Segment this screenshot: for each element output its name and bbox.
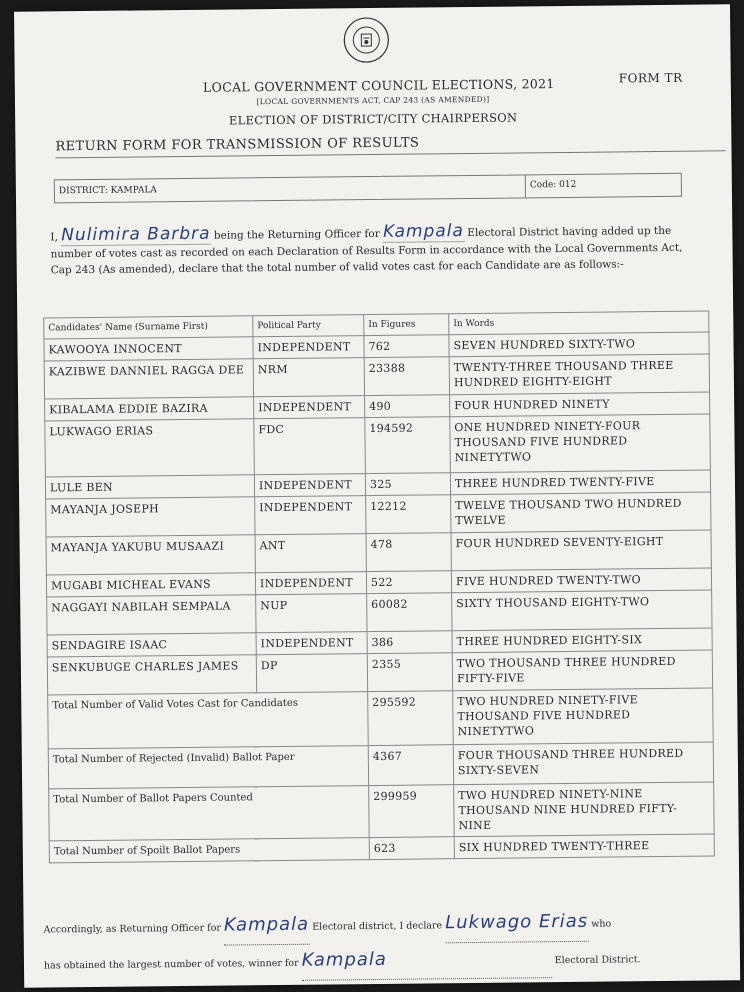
candidate-name: MAYANJA YAKUBU MUSAAZI [46, 535, 255, 575]
act-reference: [LOCAL GOVERNMENTS ACT, CAP 243 (AS AMENDED)] [256, 94, 490, 107]
total-row-valid [48, 688, 714, 749]
votes-figures: 23388 [364, 357, 449, 396]
votes-words: FOUR HUNDRED SEVENTY-EIGHT [451, 530, 711, 571]
total-figures: 623 [369, 837, 454, 860]
votes-figures: 194592 [365, 417, 451, 474]
total-row-rejected [48, 742, 713, 789]
candidate-name: MAYANJA JOSEPH [46, 497, 255, 537]
decl-prefix: I, [50, 231, 58, 244]
col-header-name: Candidates' Name (Surname First) [44, 316, 253, 339]
votes-words: FIVE HUNDRED TWENTY-TWO [451, 568, 711, 593]
closing-text: Accordingly, as Returning Officer for [43, 922, 221, 936]
votes-figures: 12212 [366, 495, 451, 534]
votes-figures: 325 [365, 473, 450, 496]
votes-words: THREE HUNDRED TWENTY-FIVE [450, 470, 710, 495]
votes-words: FOUR HUNDRED NINETY [450, 392, 710, 417]
candidate-name: LULE BEN [45, 475, 254, 499]
votes-words: TWENTY-THREE THOUSAND THREE HUNDRED EIGHTY-EIGHT [449, 354, 709, 395]
candidate-name: MUGABI MICHEAL EVANS [46, 573, 255, 597]
decl-mid: being the Returning Officer for [213, 227, 380, 242]
votes-figures: 490 [365, 395, 450, 418]
closing-text: Electoral District. [554, 954, 641, 967]
candidate-name: LUKWAGO ERIAS [45, 419, 255, 477]
total-figures: 295592 [368, 691, 454, 746]
votes-words: SIXTY THOUSAND EIGHTY-TWO [452, 590, 712, 631]
total-label: Total Number of Spoilt Ballot Papers [49, 838, 369, 863]
votes-figures: 2355 [367, 653, 452, 692]
candidate-party: DP [256, 654, 367, 693]
candidate-party: INDEPENDENT [253, 336, 364, 359]
winner-district: Kampala [301, 948, 387, 971]
votes-figures: 386 [367, 631, 452, 654]
return-form-title: RETURN FORM FOR TRANSMISSION OF RESULTS [55, 132, 725, 158]
closing-declaration [43, 904, 724, 983]
declared-winner: Lukwago Erias [445, 910, 589, 934]
col-header-figures: In Figures [364, 314, 449, 336]
district-label: DISTRICT: KAMPALA [58, 185, 157, 197]
total-words: SIX HUNDRED TWENTY-THREE [454, 834, 714, 859]
candidate-name: KAWOOYA INNOCENT [44, 337, 253, 361]
total-label: Total Number of Valid Votes Cast for Candidates [48, 692, 369, 749]
votes-words: TWELVE THOUSAND TWO HUNDRED TWELVE [451, 492, 711, 533]
candidate-party: NRM [253, 358, 364, 397]
total-label: Total Number of Ballot Papers Counted [49, 786, 370, 841]
candidate-name: KIBALAMA EDDIE BAZIRA [45, 397, 254, 421]
candidate-party: INDEPENDENT [255, 572, 366, 595]
votes-words: ONE HUNDRED NINETY-FOUR THOUSAND FIVE HUNDRED NINETYTWO [450, 414, 711, 473]
returning-officer-name: Nulimira Barbra [61, 223, 211, 246]
candidate-party: INDEPENDENT [254, 396, 365, 419]
total-words: TWO HUNDRED NINETY-NINE THOUSAND NINE HUNDRED FIFTY-NINE [454, 782, 715, 837]
form-code: FORM TR [618, 70, 683, 86]
declared-district: Kampala [223, 913, 310, 936]
table-row [45, 414, 711, 477]
candidate-name: KAZIBWE DANNIEL RAGGA DEE [44, 359, 253, 399]
results-table [43, 310, 715, 863]
candidate-party: NUP [256, 594, 367, 633]
candidate-name: SENKUBUGE CHARLES JAMES [47, 655, 256, 695]
candidate-party: INDEPENDENT [254, 474, 365, 497]
electoral-commission-seal-icon [342, 16, 391, 65]
closing-text: Electoral district, I declare [312, 920, 443, 933]
district-code: Code: 012 [525, 175, 577, 198]
col-header-party: Political Party [253, 315, 364, 337]
candidate-party: INDEPENDENT [255, 496, 366, 535]
election-title: LOCAL GOVERNMENT COUNCIL ELECTIONS, 2021 [202, 76, 555, 95]
election-type: ELECTION OF DISTRICT/CITY CHAIRPERSON [228, 110, 518, 128]
returning-district: Kampala [382, 221, 464, 242]
total-figures: 4367 [368, 745, 453, 786]
district-box [54, 173, 682, 204]
candidate-party: ANT [255, 534, 366, 573]
closing-text: who [591, 918, 612, 930]
candidate-party: INDEPENDENT [256, 632, 367, 655]
candidate-name: NAGGAYI NABILAH SEMPALA [47, 595, 256, 635]
candidate-name: SENDAGIRE ISAAC [47, 633, 256, 657]
closing-text: has obtained the largest number of votes, winner for [43, 957, 299, 972]
votes-figures: 522 [366, 571, 451, 594]
col-header-words: In Words [449, 311, 709, 335]
results-form [14, 4, 740, 987]
votes-words: SEVEN HUNDRED SIXTY-TWO [449, 332, 709, 357]
closing-line-2 [44, 940, 724, 983]
total-label: Total Number of Rejected (Invalid) Ballot Paper [48, 746, 368, 789]
total-row-counted [49, 782, 715, 841]
total-words: TWO HUNDRED NINETY-FIVE THOUSAND FIVE HUNDRED NINETYTWO [453, 688, 714, 745]
declaration-paragraph [50, 221, 700, 279]
total-words: FOUR THOUSAND THREE HUNDRED SIXTY-SEVEN [453, 742, 713, 785]
total-figures: 299959 [369, 785, 455, 838]
votes-words: TWO THOUSAND THREE HUNDRED FIFTY-FIVE [452, 650, 712, 691]
votes-figures: 60082 [367, 593, 452, 632]
votes-figures: 762 [364, 335, 449, 358]
votes-figures: 478 [366, 533, 451, 572]
decl-rest: Electoral District having added up the number of votes cast as recorded on each Declaration of Results Form in accordance with the Local Governments Act, Cap 243 (As amended), declare that the total number of valid votes cast for each Candidate are as follows:- [50, 224, 683, 277]
votes-words: THREE HUNDRED EIGHTY-SIX [452, 628, 712, 653]
candidate-party: FDC [254, 418, 366, 475]
